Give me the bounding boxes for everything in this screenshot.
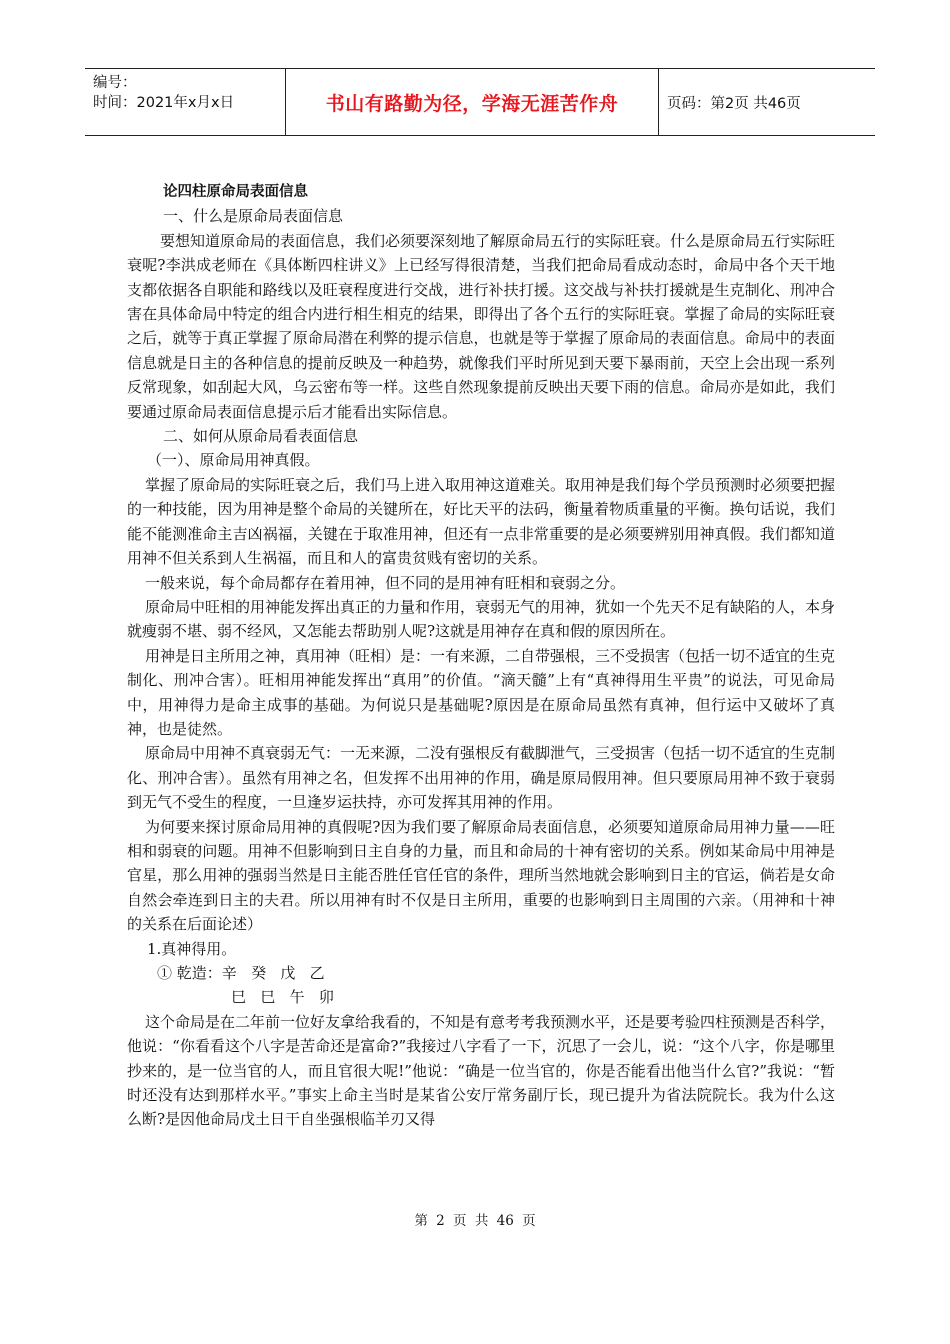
list-item-heading: 1.真神得用。 <box>147 939 237 958</box>
paragraph: 掌握了原命局的实际旺衰之后，我们马上进入取用神这道难关。取用神是我们每个学员预测时必须要把握的一种技能，因为用神是整个命局的关键所在，好比天平的法码，衡量着物质重量的平衡。换句话说，我们能不能测准命主吉凶祸福，关键在于取准用神，但还有一点非常重要的是必须要辨别用神真假。我们都知道用神不但关系到人生祸福，而且和人的富贵贫贱有密切的关系。 <box>127 475 836 568</box>
bazi-stems-line: ① 乾造：辛 癸 戊 乙 <box>157 964 325 982</box>
footer-page-number: 第 2 页 共 46 页 <box>414 1213 536 1229</box>
paragraph: 这个命局是在二年前一位好友拿给我看的，不知是有意考考我预测水平，还是要考验四柱预测是否科学，他说：“你看看这个八字是苦命还是富命?”我接过八字看了一下，沉思了一会儿，说：“这个八字，你是哪里抄来的，是一位当官的人，而且官很大呢!”他说：“确是一位当官的，你是否能看出他当什么官?”我说：“暂时还没有达到那样水平。”事实上命主当时是某省公安厅常务副厅长，现已提升为省法院院长。我为什么这 么断?是因他命局戊土日干自坐强根临羊刃又得 <box>127 1012 836 1129</box>
article-title: 论四柱原命局表面信息 <box>163 184 308 200</box>
section-heading-2: 二、如何从原命局看表面信息 <box>163 427 359 446</box>
paragraph: 为何要来探讨原命局用神的真假呢?因为我们要了解原命局表面信息，必须要知道原命局用神力量——旺相和弱衰的问题。用神不但影响到日主自身的力量，而且和命局的十神有密切的关系。例如某命局中用神是官星，那么用神的强弱当然是日主能否胜任官任官的条件，理所当然地就会影响到日主的官运，倘若是女命自然会牵连到日主的夫君。所以用神有时不仅是日主所用，重要的也影响到日主周围的六亲。（用神和十神的关系在后面论述） <box>127 817 835 934</box>
subsection-heading: （一）、原命局用神真假。 <box>147 451 320 470</box>
page-footer <box>0 1209 950 1229</box>
paragraph: 原命局中用神不真衰弱无气：一无来源，二没有强根反有截脚泄气，三受损害（包括一切不适宜的生克制化、刑冲合害）。虽然有用神之名，但发挥不出用神的作用，确是原局假用神。但只要原局用神不致于衰弱到无气不受生的程度，一旦逢岁运扶持，亦可发挥其用神的作用。 <box>127 744 836 812</box>
paragraph: 要想知道原命局的表面信息，我们必须要深刻地了解原命局五行的实际旺衰。什么是原命局五行实际旺衰呢?李洪成老师在《具体断四柱讲义》上已经写得很清楚，当我们把命局看成动态时，命局中各个天干地支都依据各自职能和路线以及旺衰程度进行交战，进行补扶打援。这交战与补扶打援就是生克制化、刑冲合害在具体命局中特定的组合内进行相生相克的结果，即得出了各个五行的实际旺衰。掌握了命局的实际旺衰之后，就等于真正掌握了原命局潜在利弊的提示信息，也就是等于掌握了原命局的表面信息。命局中的表面信息就是日主的各种信息的提前反映及一种趋势，就像我们平时所见到天要下暴雨前，天空上会出现一系列反常现象，如刮起大风，乌云密布等一样。这些自然现象提前反映出天要下雨的信息。命局亦是如此，我们要通过原命局表面信息提示后才能看出实际信息。 <box>127 231 836 421</box>
section-heading-1: 一、什么是原命局表面信息 <box>163 207 344 226</box>
document-number-label: 编号： <box>93 75 137 91</box>
bazi-branches-line: 巳 巳 午 卯 <box>231 988 334 1007</box>
header-page-label: 页码：第2页 共46页 <box>667 95 801 112</box>
document-time-label: 时间：2021年x月x日 <box>93 95 235 111</box>
header-page-cell <box>667 69 801 135</box>
page-header <box>85 68 875 136</box>
paragraph: 用神是日主所用之神，真用神（旺相）是：一有来源，二自带强根，三不受损害（包括一切不适宜的生克制化、刑冲合害）。旺相用神能发挥出“真用”的价值。“滴天髓”上有“真神得用生平贵”的说法，可见命局中，用神得力是命主成事的基础。为何说只是基础呢?原因是在原命局虽然有真神，但行运中又破坏了真神，也是徒然。 <box>127 646 836 738</box>
paragraph: 原命局中旺相的用神能发挥出真正的力量和作用，衰弱无气的用神，犹如一个先天不足有缺陷的人，本身就瘦弱不堪、弱不经风，又怎能去帮助别人呢?这就是用神存在真和假的原因所在。 <box>127 597 836 641</box>
paragraph: 一般来说，每个命局都存在着用神，但不同的是用神有旺相和衰弱之分。 <box>145 573 626 592</box>
header-motto-cell <box>285 69 659 135</box>
motto-text: 书山有路勤为径，学海无涯苦作舟 <box>325 92 619 115</box>
article-body <box>127 180 835 1132</box>
header-meta <box>93 73 283 113</box>
